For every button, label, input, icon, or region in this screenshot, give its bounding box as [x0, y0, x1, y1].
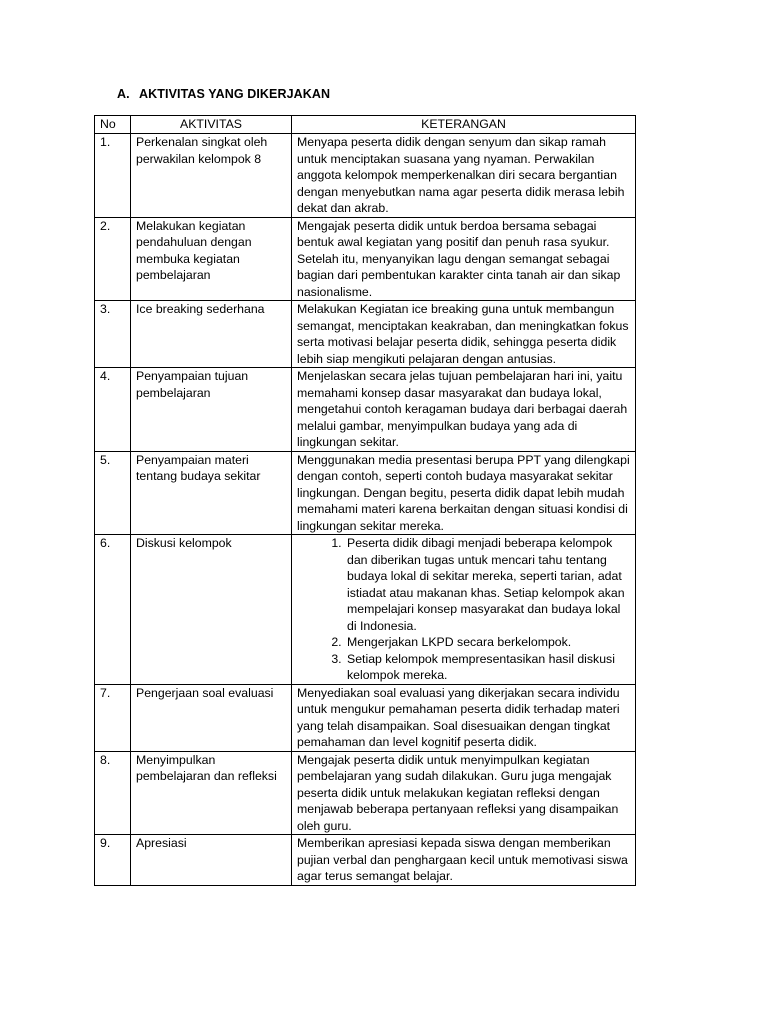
- activities-table: [94, 115, 636, 886]
- header-no: No: [95, 116, 131, 134]
- row-number: 2.: [95, 217, 131, 301]
- table-header-row: [95, 116, 636, 134]
- row-activity: Pengerjaan soal evaluasi: [131, 684, 292, 751]
- table-row: [95, 684, 636, 751]
- row-description: Menyediakan soal evaluasi yang dikerjakan secara individu untuk mengukur pemahaman peserta didik terhadap materi yang telah disampaikan. Soal disesuaikan dengan tingkat pemahaman dan level kognitif peserta didik.: [292, 684, 636, 751]
- row-number: 7.: [95, 684, 131, 751]
- group-discussion-steps: [297, 535, 633, 684]
- row-activity: Penyampaian materi tentang budaya sekitar: [131, 451, 292, 535]
- row-number: 1.: [95, 134, 131, 218]
- header-activity: AKTIVITAS: [131, 116, 292, 134]
- table-row: [95, 535, 636, 685]
- header-description: KETERANGAN: [292, 116, 636, 134]
- table-row: [95, 835, 636, 886]
- row-activity: Apresiasi: [131, 835, 292, 886]
- row-description: Menjelaskan secara jelas tujuan pembelajaran hari ini, yaitu memahami konsep dasar masyarakat dan budaya lokal, mengetahui contoh keragaman budaya dari berbagai daerah melalui gambar, menyimpulkan budaya yang ada di lingkungan sekitar.: [292, 368, 636, 452]
- table-row: [95, 134, 636, 218]
- row-activity: Diskusi kelompok: [131, 535, 292, 685]
- row-number: 3.: [95, 301, 131, 368]
- list-item: 1. Peserta didik dibagi menjadi beberapa kelompok dan diberikan tugas untuk mencari tahu tentang budaya lokal di sekitar mereka, seperti tarian, adat istiadat atau makanan khas. Setiap kelompok akan mempelajari konsep masyarakat dan budaya lokal di Indonesia.: [345, 535, 633, 634]
- list-item: 2. Mengerjakan LKPD secara berkelompok.: [345, 634, 633, 651]
- section-title: AKTIVITAS YANG DIKERJAKAN: [139, 87, 331, 101]
- row-activity: Perkenalan singkat oleh perwakilan kelompok 8: [131, 134, 292, 218]
- row-activity: Melakukan kegiatan pendahuluan dengan membuka kegiatan pembelajaran: [131, 217, 292, 301]
- section-heading: [117, 87, 330, 101]
- table-row: [95, 451, 636, 535]
- row-description: Menyapa peserta didik dengan senyum dan sikap ramah untuk menciptakan suasana yang nyaman. Perwakilan anggota kelompok memperkenalkan diri secara bergantian dengan menyebutkan nama agar peserta didik merasa lebih dekat dan akrab.: [292, 134, 636, 218]
- row-description: Mengajak peserta didik untuk berdoa bersama sebagai bentuk awal kegiatan yang positif dan penuh rasa syukur. Setelah itu, menyanyikan lagu dengan semangat sebagai bagian dari pembentukan karakter cinta tanah air dan sikap nasionalisme.: [292, 217, 636, 301]
- table-row: [95, 368, 636, 452]
- list-item: 3. Setiap kelompok mempresentasikan hasil diskusi kelompok mereka.: [345, 651, 633, 684]
- row-number: 5.: [95, 451, 131, 535]
- row-number: 4.: [95, 368, 131, 452]
- table-row: [95, 751, 636, 835]
- section-number: A.: [117, 87, 130, 101]
- row-activity: Penyampaian tujuan pembelajaran: [131, 368, 292, 452]
- row-description: Melakukan Kegiatan ice breaking guna untuk membangun semangat, menciptakan keakraban, dan meningkatkan fokus serta motivasi belajar peserta didik, sehingga peserta didik lebih siap mengikuti pelajaran dengan antusias.: [292, 301, 636, 368]
- table-row: [95, 217, 636, 301]
- row-description: Menggunakan media presentasi berupa PPT yang dilengkapi dengan contoh, seperti contoh budaya masyarakat sekitar lingkungan. Dengan begitu, peserta didik dapat lebih mudah memahami materi karena berkaitan dengan situasi kondisi di lingkungan sekitar mereka.: [292, 451, 636, 535]
- row-activity: Menyimpulkan pembelajaran dan refleksi: [131, 751, 292, 835]
- row-activity: Ice breaking sederhana: [131, 301, 292, 368]
- row-description: [292, 535, 636, 685]
- row-description: Mengajak peserta didik untuk menyimpulkan kegiatan pembelajaran yang sudah dilakukan. Guru juga mengajak peserta didik untuk melakukan kegiatan refleksi dengan menjawab beberapa pertanyaan refleksi yang disampaikan oleh guru.: [292, 751, 636, 835]
- row-number: 6.: [95, 535, 131, 685]
- row-number: 8.: [95, 751, 131, 835]
- row-description: Memberikan apresiasi kepada siswa dengan memberikan pujian verbal dan penghargaan kecil untuk memotivasi siswa agar terus semangat belajar.: [292, 835, 636, 886]
- table-row: [95, 301, 636, 368]
- row-number: 9.: [95, 835, 131, 886]
